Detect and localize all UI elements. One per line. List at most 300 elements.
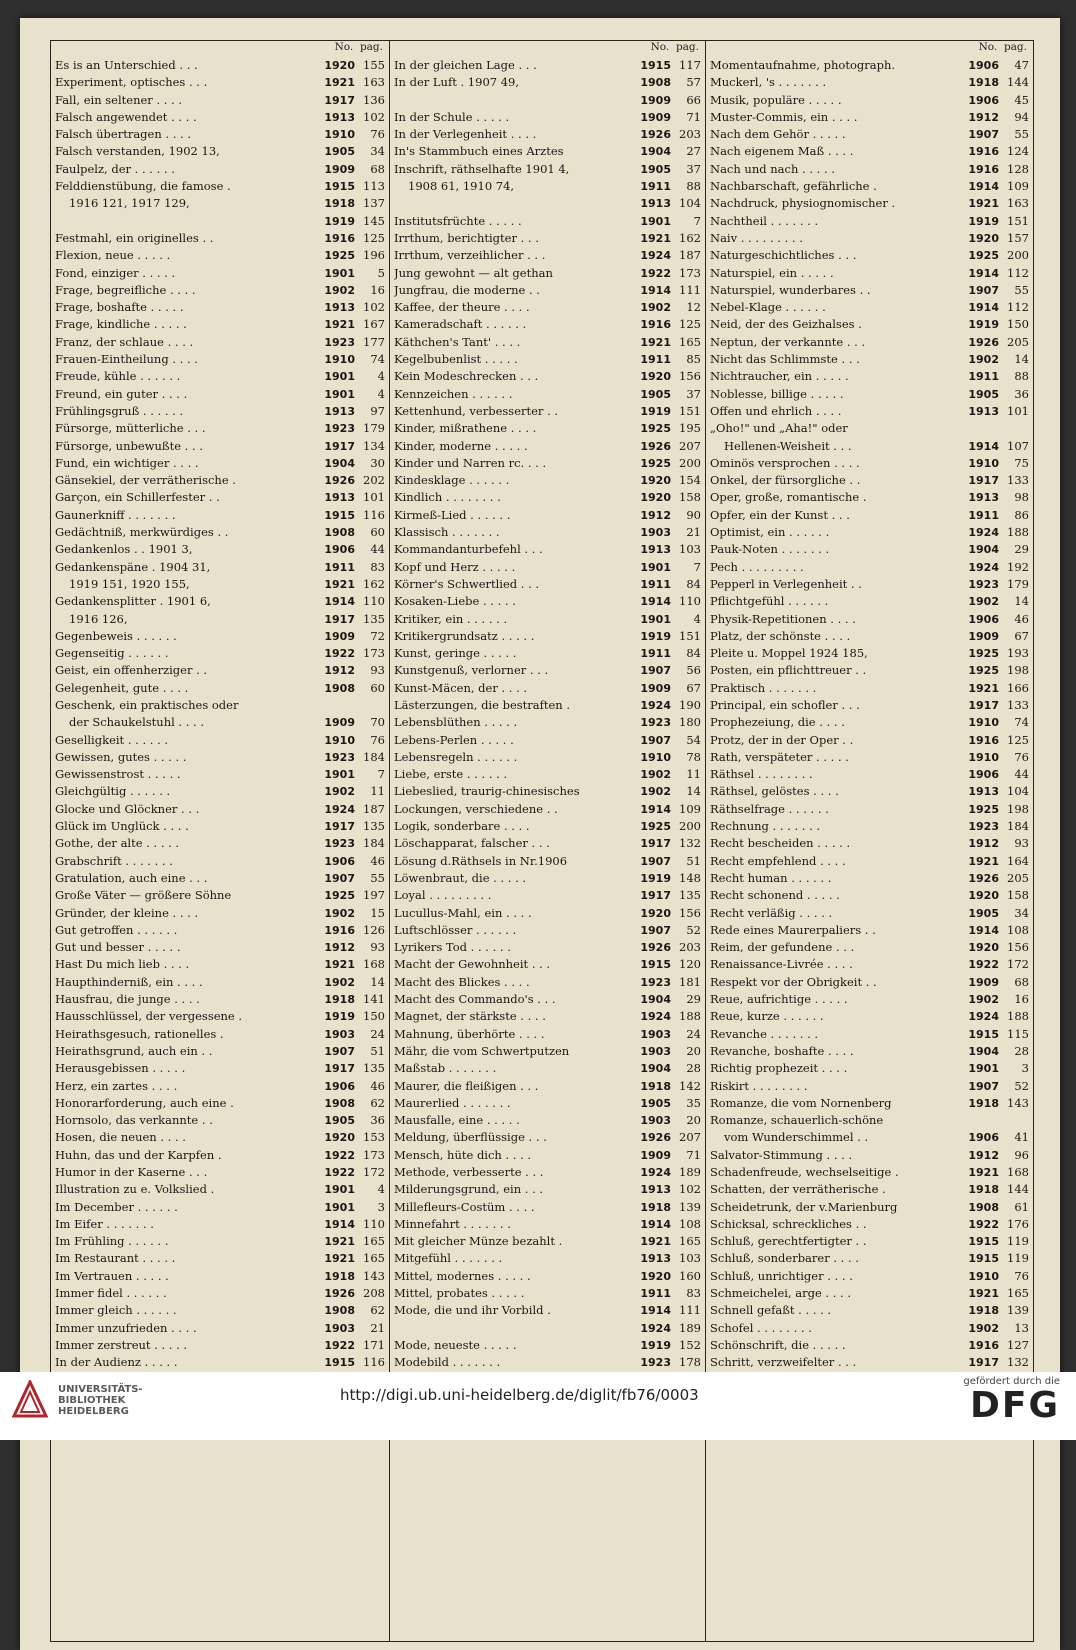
entry-page: 145 (363, 213, 385, 228)
entry-year: 1907 (968, 1079, 999, 1093)
index-entry (710, 1285, 1029, 1302)
entry-page: 94 (1014, 109, 1029, 124)
entry-year: 1904 (324, 456, 355, 470)
entry-page: 200 (679, 455, 701, 470)
index-entry (55, 645, 385, 662)
entry-year: 1924 (640, 698, 671, 712)
entry-title: Kennzeichen . . . . . . (394, 386, 513, 401)
index-entry (55, 749, 385, 766)
entry-title: Geist, ein offenherziger . . (55, 663, 208, 678)
index-entry (55, 524, 385, 541)
index-entry (710, 1181, 1029, 1198)
entry-year: 1901 (324, 266, 355, 280)
entry-page: 142 (679, 1078, 701, 1093)
index-entry (710, 109, 1029, 126)
index-entry (394, 386, 701, 403)
entry-year: 1918 (968, 1304, 999, 1318)
index-entry (55, 195, 385, 212)
index-entry (710, 265, 1029, 282)
entry-page: 101 (1007, 403, 1029, 418)
index-entry (710, 299, 1029, 316)
entry-page: 134 (363, 438, 385, 453)
index-entry (394, 126, 701, 143)
entry-year: 1915 (640, 59, 671, 72)
entry-page: 117 (679, 58, 701, 72)
entry-page: 14 (686, 784, 701, 799)
entry-page: 34 (1014, 905, 1029, 920)
entry-page: 165 (679, 1234, 701, 1249)
entry-title: Naiv . . . . . . . . . (710, 230, 803, 245)
index-entry (55, 1302, 385, 1319)
index-entry (394, 870, 701, 887)
entry-year: 1915 (640, 958, 671, 972)
entry-page: 60 (370, 525, 385, 540)
entry-page: 195 (679, 421, 701, 436)
entry-title: Pepperl in Verlegenheit . . (710, 576, 862, 591)
entry-page: 156 (1007, 940, 1029, 955)
entry-year: 1917 (968, 474, 999, 488)
index-entry (710, 1060, 1029, 1077)
entry-page: 88 (1014, 369, 1029, 384)
entry-year: 1919 (968, 318, 999, 332)
index-entry (394, 1233, 701, 1250)
entry-title: 1916 121, 1917 129, (69, 196, 190, 211)
entry-title: Herz, ein zartes . . . . (55, 1078, 178, 1093)
entry-title: Optimist, ein . . . . . . (710, 525, 830, 540)
entry-page: 29 (686, 992, 701, 1007)
entry-year: 1918 (324, 993, 355, 1007)
entry-page: 168 (1007, 1165, 1029, 1179)
entry-year: 1910 (968, 716, 999, 730)
entry-title: Geschenk, ein praktisches oder (55, 697, 239, 712)
entry-year: 1923 (324, 750, 355, 764)
index-entry (394, 1164, 701, 1181)
index-entry (710, 974, 1029, 991)
index-entry (394, 1250, 701, 1267)
entry-title: Glück im Unglück . . . . (55, 819, 189, 834)
entry-title: In der Audienz . . . . . (55, 1355, 178, 1370)
entry-page: 137 (363, 196, 385, 211)
entry-title: Gelegenheit, gute . . . . (55, 680, 189, 695)
entry-year: 1923 (640, 716, 671, 730)
entry-year: 1919 (640, 1338, 671, 1352)
entry-title: Pleite u. Moppel 1924 185, (710, 646, 868, 661)
entry-year: 1901 (968, 1062, 999, 1076)
entry-page: 56 (686, 663, 701, 678)
entry-page: 112 (1007, 300, 1029, 315)
entry-year: 1911 (968, 508, 999, 522)
entry-title: Räthsel . . . . . . . . (710, 767, 813, 782)
entry-page: 86 (1014, 507, 1029, 522)
entry-year: 1913 (968, 404, 999, 418)
index-entry (55, 1095, 385, 1112)
entry-year: 1912 (968, 1148, 999, 1162)
entry-title: Gegenbeweis . . . . . . (55, 628, 177, 643)
index-entry (710, 887, 1029, 904)
entry-year: 1914 (968, 301, 999, 315)
entry-page: 37 (686, 161, 701, 176)
index-entry (394, 853, 701, 870)
index-entry (394, 92, 701, 109)
entry-year: 1915 (324, 508, 355, 522)
entry-page: 14 (1014, 594, 1029, 609)
entry-title: Mausfalle, eine . . . . . (394, 1113, 520, 1128)
entry-year: 1910 (968, 456, 999, 470)
index-entry (710, 92, 1029, 109)
entry-title: Recht schonend . . . . . (710, 888, 840, 903)
entry-page: 135 (363, 819, 385, 834)
entry-year: 1918 (640, 1200, 671, 1214)
entry-title: Schritt, verzweifelter . . . (710, 1355, 857, 1370)
entry-page: 205 (1007, 334, 1029, 349)
entry-page: 14 (370, 974, 385, 989)
index-entry (710, 835, 1029, 852)
entry-page: 197 (363, 888, 385, 903)
entry-title: der Schaukelstuhl . . . . (69, 715, 205, 730)
entry-title: Rechnung . . . . . . . (710, 819, 821, 834)
entry-year: 1920 (324, 1131, 355, 1145)
entry-year: 1924 (324, 802, 355, 816)
entry-title: Nach dem Gehör . . . . . (710, 127, 846, 142)
entry-page: 173 (363, 1147, 385, 1162)
index-entry (55, 593, 385, 610)
entry-year: 1901 (640, 214, 671, 228)
index-entry (710, 386, 1029, 403)
entry-year: 1902 (324, 975, 355, 989)
index-entry (55, 507, 385, 524)
entry-page: 198 (1007, 801, 1029, 816)
entry-title: Liebeslied, traurig-chinesisches (394, 784, 580, 799)
entry-title: Im Restaurant . . . . . (55, 1251, 176, 1266)
index-entry (394, 922, 701, 939)
index-entry (394, 541, 701, 558)
index-entry (55, 1112, 385, 1129)
library-name-line-2: BIBLIOTHEK (58, 1395, 126, 1406)
entry-year: 1926 (640, 439, 671, 453)
entry-year: 1913 (324, 301, 355, 315)
entry-year: 1907 (324, 871, 355, 885)
entry-title: Kettenhund, verbesserter . . (394, 403, 559, 418)
entry-page: 150 (363, 1009, 385, 1024)
entry-title: Immer zerstreut . . . . . (55, 1337, 188, 1352)
entry-year: 1902 (324, 785, 355, 799)
entry-title: Lockungen, verschiedene . . (394, 801, 558, 816)
entry-year: 1915 (968, 1252, 999, 1266)
entry-year: 1914 (968, 439, 999, 453)
index-entry (394, 161, 701, 178)
entry-page: 98 (1014, 490, 1029, 505)
entry-page: 151 (1007, 213, 1029, 228)
entry-title: Immer unzufrieden . . . . (55, 1320, 197, 1335)
index-entry (394, 455, 701, 472)
entry-page: 153 (363, 1130, 385, 1145)
index-entry (55, 1250, 385, 1267)
entry-year: 1913 (640, 543, 671, 557)
entry-title: 1908 61, 1910 74, (408, 179, 515, 194)
entry-title: Freude, kühle . . . . . . (55, 369, 181, 384)
entry-page: 68 (370, 161, 385, 176)
index-entry (55, 922, 385, 939)
university-library-logo-icon (12, 1380, 48, 1418)
entry-title: Faulpelz, der . . . . . . (55, 161, 175, 176)
entry-year: 1919 (640, 629, 671, 643)
entry-year: 1922 (324, 647, 355, 661)
entry-year: 1921 (324, 958, 355, 972)
index-entry (710, 922, 1029, 939)
entry-year: 1920 (640, 906, 671, 920)
entry-year: 1925 (640, 820, 671, 834)
index-entry (394, 403, 701, 420)
index-entry (55, 74, 385, 91)
entry-year: 1913 (324, 110, 355, 124)
index-entry (710, 126, 1029, 143)
entry-title: Posten, ein pflichttreuer . . (710, 663, 867, 678)
entry-title: Immer fidel . . . . . . (55, 1286, 167, 1301)
entry-year: 1906 (968, 1131, 999, 1145)
entry-title: Kaffee, der theure . . . . (394, 300, 530, 315)
index-entry (710, 697, 1029, 714)
entry-title: Im Eifer . . . . . . . (55, 1216, 154, 1231)
index-entry (710, 1302, 1029, 1319)
entry-title: Honorarforderung, auch eine . (55, 1095, 234, 1110)
entry-page: 132 (1007, 1355, 1029, 1370)
entry-page: 125 (363, 230, 385, 245)
entry-title: Respekt vor der Obrigkeit . . (710, 974, 877, 989)
entry-title: Scheidetrunk, der v.Marienburg (710, 1199, 898, 1214)
entry-page: 51 (370, 1043, 385, 1058)
entry-title: Humor in der Kaserne . . . (55, 1165, 208, 1179)
index-entry (55, 1026, 385, 1043)
entry-year: 1914 (640, 1217, 671, 1231)
entry-page: 164 (1007, 853, 1029, 868)
entry-year: 1909 (640, 110, 671, 124)
entry-year: 1906 (324, 1079, 355, 1093)
entry-title: Im Frühling . . . . . . (55, 1234, 169, 1249)
index-entry (710, 680, 1029, 697)
entry-year: 1924 (968, 560, 999, 574)
index-entry (394, 195, 701, 212)
entry-title: Schluß, gerechtfertigter . . (710, 1234, 867, 1249)
entry-page: 97 (370, 403, 385, 418)
entry-title: Lyrikers Tod . . . . . . (394, 940, 511, 955)
entry-page: 104 (679, 196, 701, 211)
entry-title: Experiment, optisches . . . (55, 75, 208, 90)
entry-year: 1922 (324, 1166, 355, 1179)
index-entry (55, 801, 385, 818)
entry-year: 1923 (968, 577, 999, 591)
entry-title: Kritikergrundsatz . . . . . (394, 628, 535, 643)
library-name-line-3: HEIDELBERG (58, 1406, 129, 1417)
permalink-url[interactable]: http://digi.ub.uni-heidelberg.de/diglit/fb76/0003 (340, 1386, 699, 1404)
index-entry (394, 1320, 701, 1337)
entry-year: 1906 (968, 612, 999, 626)
entry-page: 200 (679, 819, 701, 834)
entry-year: 1909 (968, 629, 999, 643)
index-entry (710, 853, 1029, 870)
entry-year: 1902 (968, 353, 999, 367)
index-entry (710, 403, 1029, 420)
entry-page: 90 (686, 507, 701, 522)
entry-page: 205 (1007, 870, 1029, 885)
index-entry (710, 438, 1029, 455)
index-entry (55, 1060, 385, 1077)
entry-year: 1908 (968, 1200, 999, 1214)
entry-page: 143 (363, 1268, 385, 1283)
entry-title: Fond, einziger . . . . . (55, 265, 176, 280)
entry-year: 1919 (640, 871, 671, 885)
entry-page: 151 (679, 403, 701, 418)
index-entry (710, 1164, 1029, 1181)
index-entry (55, 939, 385, 956)
entry-year: 1922 (640, 266, 671, 280)
entry-page: 208 (363, 1286, 385, 1301)
index-entry (55, 472, 385, 489)
entry-page: 167 (363, 317, 385, 332)
entry-title: „Oho!" und „Aha!" oder (710, 421, 848, 436)
entry-page: 109 (1007, 179, 1029, 194)
entry-year: 1918 (968, 1183, 999, 1197)
index-entry (55, 1199, 385, 1216)
entry-title: Praktisch . . . . . . . (710, 680, 817, 695)
entry-page: 34 (370, 144, 385, 159)
entry-year: 1917 (324, 439, 355, 453)
entry-title: In's Stammbuch eines Arztes (394, 144, 564, 159)
index-entry (394, 213, 701, 230)
entry-year: 1907 (640, 664, 671, 678)
entry-title: Mensch, hüte dich . . . . (394, 1147, 532, 1162)
entry-page: 124 (1007, 144, 1029, 159)
entry-title: Kein Modeschrecken . . . (394, 369, 539, 384)
entry-page: 190 (679, 697, 701, 712)
entry-year: 1915 (968, 1235, 999, 1249)
entry-year: 1914 (324, 595, 355, 609)
index-entry (55, 1164, 385, 1181)
index-entry (394, 489, 701, 506)
entry-page: 166 (1007, 680, 1029, 695)
entry-page: 44 (370, 542, 385, 557)
entry-year: 1917 (640, 837, 671, 851)
index-entry (710, 368, 1029, 385)
entry-page: 88 (686, 179, 701, 194)
entry-year: 1902 (968, 993, 999, 1007)
entry-year: 1912 (324, 664, 355, 678)
entry-page: 136 (363, 92, 385, 107)
entry-page: 192 (1007, 559, 1029, 574)
entry-title: Klassisch . . . . . . . (394, 525, 500, 540)
entry-year: 1919 (640, 404, 671, 418)
entry-page: 46 (1014, 611, 1029, 626)
entry-title: Reue, aufrichtige . . . . . (710, 992, 848, 1007)
index-entry (55, 1043, 385, 1060)
entry-title: Momentaufnahme, photograph. (710, 58, 896, 72)
entry-title: Mode, neueste . . . . . (394, 1337, 517, 1352)
entry-page: 125 (1007, 732, 1029, 747)
index-entry (55, 783, 385, 800)
index-entry (710, 1112, 1029, 1129)
entry-title: Recht bescheiden . . . . . (710, 836, 851, 851)
entry-page: 128 (1007, 161, 1029, 176)
entry-year: 1921 (968, 1166, 999, 1179)
entry-page: 12 (686, 300, 701, 315)
entry-page: 84 (686, 576, 701, 591)
entry-year: 1921 (640, 335, 671, 349)
entry-title: Rath, verspäteter . . . . . (710, 749, 849, 764)
entry-title: Gut und besser . . . . . (55, 940, 181, 955)
index-entry (710, 611, 1029, 628)
entry-page: 52 (686, 922, 701, 937)
entry-year: 1905 (640, 1096, 671, 1110)
entry-page: 152 (679, 1337, 701, 1352)
entry-title: Reue, kurze . . . . . . (710, 1009, 824, 1024)
entry-page: 4 (693, 611, 701, 626)
entry-title: Kindlich . . . . . . . . (394, 490, 501, 505)
entry-page: 84 (686, 646, 701, 661)
entry-page: 150 (1007, 317, 1029, 332)
index-entry (394, 247, 701, 264)
entry-year: 1909 (968, 975, 999, 989)
entry-year: 1905 (640, 162, 671, 176)
entry-title: Naturgeschichtliches . . . (710, 248, 857, 263)
entry-page: 154 (679, 473, 701, 488)
entry-page: 163 (363, 75, 385, 90)
index-entry (55, 213, 385, 230)
entry-page: 20 (686, 1113, 701, 1128)
entry-page: 187 (363, 801, 385, 816)
entry-title: Löwenbraut, die . . . . . (394, 870, 527, 885)
entry-year: 1925 (968, 802, 999, 816)
entry-title: Nebel-Klage . . . . . . (710, 300, 826, 315)
entry-year: 1911 (324, 560, 355, 574)
entry-page: 44 (1014, 767, 1029, 782)
entry-year: 1906 (968, 768, 999, 782)
entry-title: Es is an Unterschied . . . (55, 58, 198, 72)
entry-title: Onkel, der fürsorgliche . . (710, 473, 861, 488)
entry-title: Mode, die und ihr Vorbild . (394, 1303, 551, 1318)
entry-page: 15 (370, 905, 385, 920)
entry-page: 112 (1007, 265, 1029, 280)
entry-page: 141 (363, 992, 385, 1007)
index-entry (710, 1008, 1029, 1025)
index-entry (710, 57, 1029, 74)
entry-page: 125 (679, 317, 701, 332)
entry-page: 74 (370, 352, 385, 367)
entry-title: Institutsfrüchte . . . . . (394, 213, 522, 228)
entry-year: 1914 (324, 1217, 355, 1231)
entry-year: 1920 (968, 889, 999, 903)
entry-title: Grabschrift . . . . . . . (55, 853, 173, 868)
entry-year: 1902 (324, 283, 355, 297)
entry-title: Macht des Blickes . . . . (394, 974, 530, 989)
entry-page: 188 (1007, 1009, 1029, 1024)
entry-title: In der Luft . 1907 49, (394, 75, 520, 90)
entry-year: 1919 (968, 214, 999, 228)
index-entry (394, 801, 701, 818)
index-entry (394, 334, 701, 351)
entry-year: 1908 (324, 1304, 355, 1318)
entry-title: Schnell gefaßt . . . . . (710, 1303, 832, 1318)
entry-title: Lebens-Perlen . . . . . (394, 732, 514, 747)
entry-title: Frage, begreifliche . . . . (55, 282, 196, 297)
entry-title: Gleichgültig . . . . . . (55, 784, 171, 799)
entry-year: 1912 (968, 110, 999, 124)
entry-page: 163 (1007, 196, 1029, 211)
index-entry (55, 247, 385, 264)
entry-year: 1905 (324, 1114, 355, 1128)
entry-title: Freund, ein guter . . . . (55, 386, 188, 401)
entry-page: 139 (1007, 1303, 1029, 1318)
entry-page: 36 (370, 1113, 385, 1128)
entry-page: 119 (1007, 1234, 1029, 1249)
